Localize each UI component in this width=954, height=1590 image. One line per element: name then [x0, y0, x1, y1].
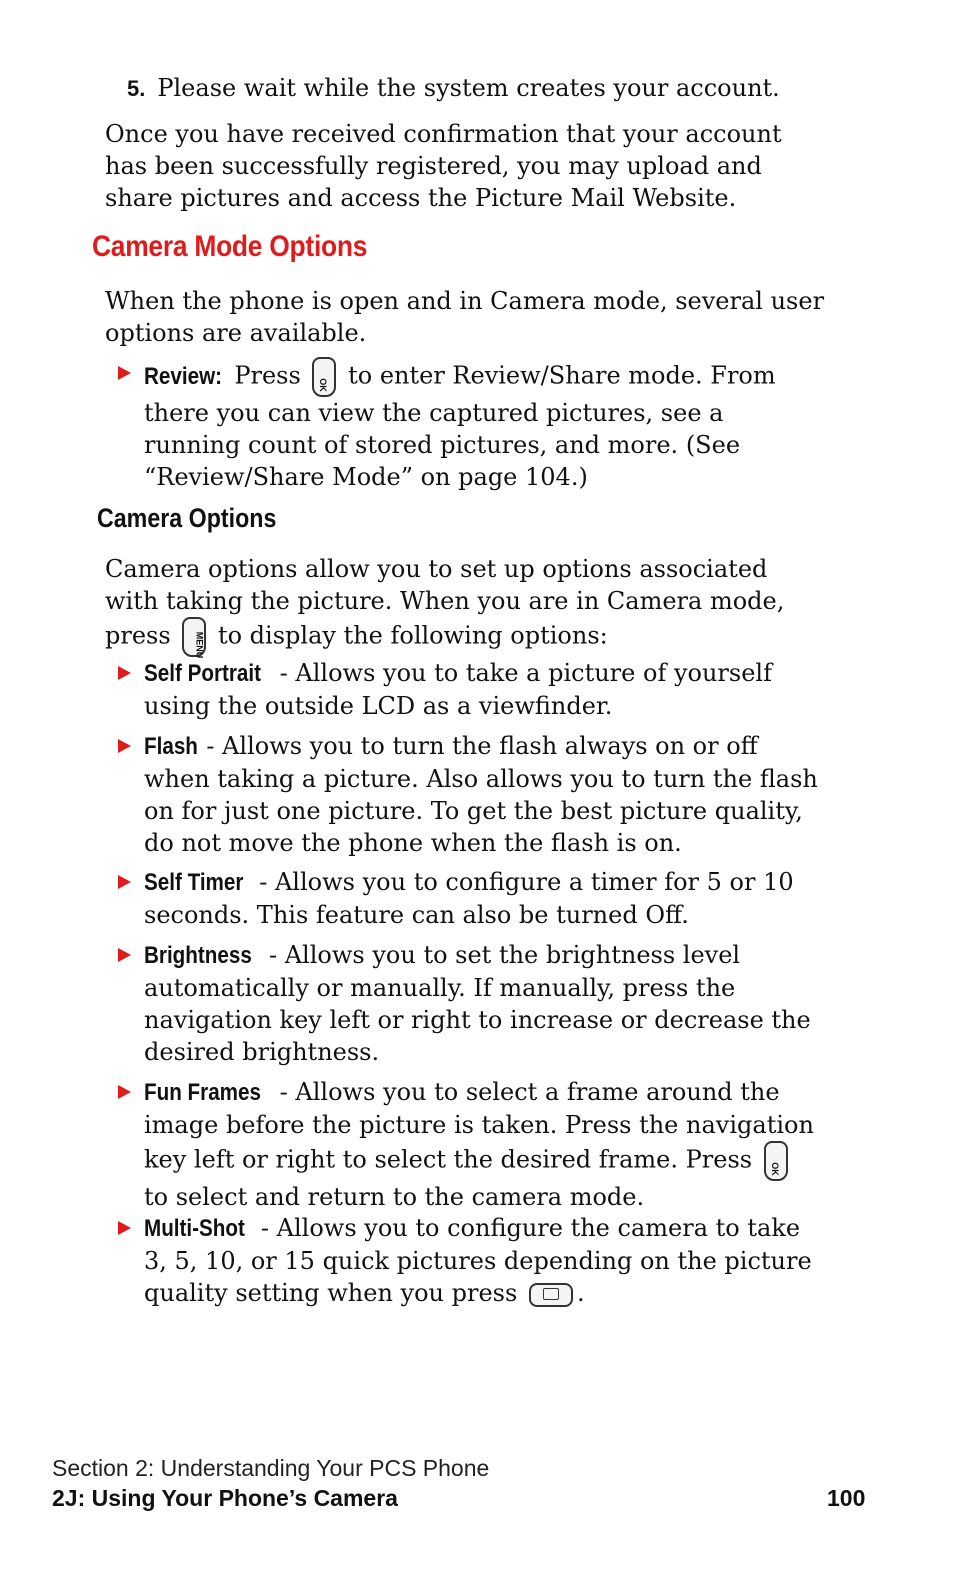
ok-key-icon: OK: [764, 1141, 788, 1181]
fun-frames-post: to select and return to the camera mode.: [144, 1183, 645, 1211]
step-text: Please wait while the system creates your account.: [157, 74, 780, 102]
self-portrait-term: Self Portrait: [144, 660, 261, 687]
bullet-arrow-icon: [118, 1085, 131, 1099]
camera-options-pre: Camera options allow you to set up options associated with taking the picture. When you are in Camera mode, press: [105, 555, 785, 650]
bullet-multi-shot: [118, 1212, 818, 1309]
footer-chapter: 2J: Using Your Phone’s Camera: [52, 1485, 398, 1511]
bullet-arrow-icon: [118, 875, 131, 889]
flash-text: - Allows you to turn the flash always on or off when taking a picture. Also allows you to turn the flash on for just one picture. To get the best picture quality, do not move the phone when the flash is on.: [144, 732, 818, 857]
brightness-term: Brightness: [144, 942, 252, 969]
brightness-text: - Allows you to set the brightness level automatically or manually. If manually, press the navigation key left or right to increase or decrease the desired brightness.: [144, 941, 811, 1066]
camera-options-intro: [105, 553, 825, 657]
review-term: Review:: [144, 362, 223, 390]
bullet-arrow-icon: [118, 1221, 131, 1235]
bullet-arrow-icon: [118, 666, 131, 680]
footer-section: Section 2: Understanding Your PCS Phone: [52, 1455, 490, 1481]
menu-key-icon: MENU: [182, 617, 206, 657]
bullet-arrow-icon: [118, 739, 131, 753]
fun-frames-term: Fun Frames: [144, 1079, 261, 1106]
bullet-fun-frames: [118, 1076, 818, 1213]
multi-shot-pre: - Allows you to configure the camera to take 3, 5, 10, or 15 quick pictures depending on the picture quality setting when you press: [144, 1214, 812, 1307]
multi-shot-term: Multi-Shot: [144, 1215, 245, 1242]
intro-paragraph: When the phone is open and in Camera mode, several user options are available.: [105, 287, 825, 347]
bullet-arrow-icon: [118, 366, 131, 380]
step-5: [127, 72, 847, 105]
step-number: 5.: [127, 76, 146, 101]
ok-key-icon: OK: [312, 357, 336, 397]
fun-frames-pre: - Allows you to select a frame around the image before the picture is taken. Press the navigation key left or right to select the desired frame. Press: [144, 1078, 814, 1174]
section-heading: Camera Mode Options: [92, 230, 368, 263]
bullet-arrow-icon: [118, 948, 131, 962]
camera-options-heading: Camera Options: [97, 503, 277, 533]
self-timer-term: Self Timer: [144, 869, 244, 896]
bullet-flash: [118, 730, 818, 859]
review-post: to enter Review/Share mode. From there you can view the captured pictures, see a running count of stored pictures, and more. (See “Review/Share Mode” on page 104.): [144, 361, 776, 491]
bullet-brightness: [118, 939, 818, 1068]
camera-key-icon: [529, 1283, 573, 1307]
page-number: 100: [827, 1485, 866, 1511]
bullet-self-portrait: [118, 657, 818, 722]
review-pre: Press: [234, 361, 301, 390]
multi-shot-post: .: [576, 1279, 585, 1307]
flash-term: Flash: [144, 733, 198, 760]
self-portrait-text: - Allows you to take a picture of yourself using the outside LCD as a viewfinder.: [144, 659, 772, 720]
confirm-paragraph: Once you have received confirmation that your account has been successfully registered, you may upload and share pictures and access the Picture Mail Website.: [105, 120, 782, 212]
bullet-review: [118, 357, 818, 493]
camera-options-post: to display the following options:: [217, 621, 608, 650]
self-timer-text: - Allows you to configure a timer for 5 or 10 seconds. This feature can also be turned Off.: [144, 868, 794, 929]
bullet-self-timer: [118, 866, 818, 931]
